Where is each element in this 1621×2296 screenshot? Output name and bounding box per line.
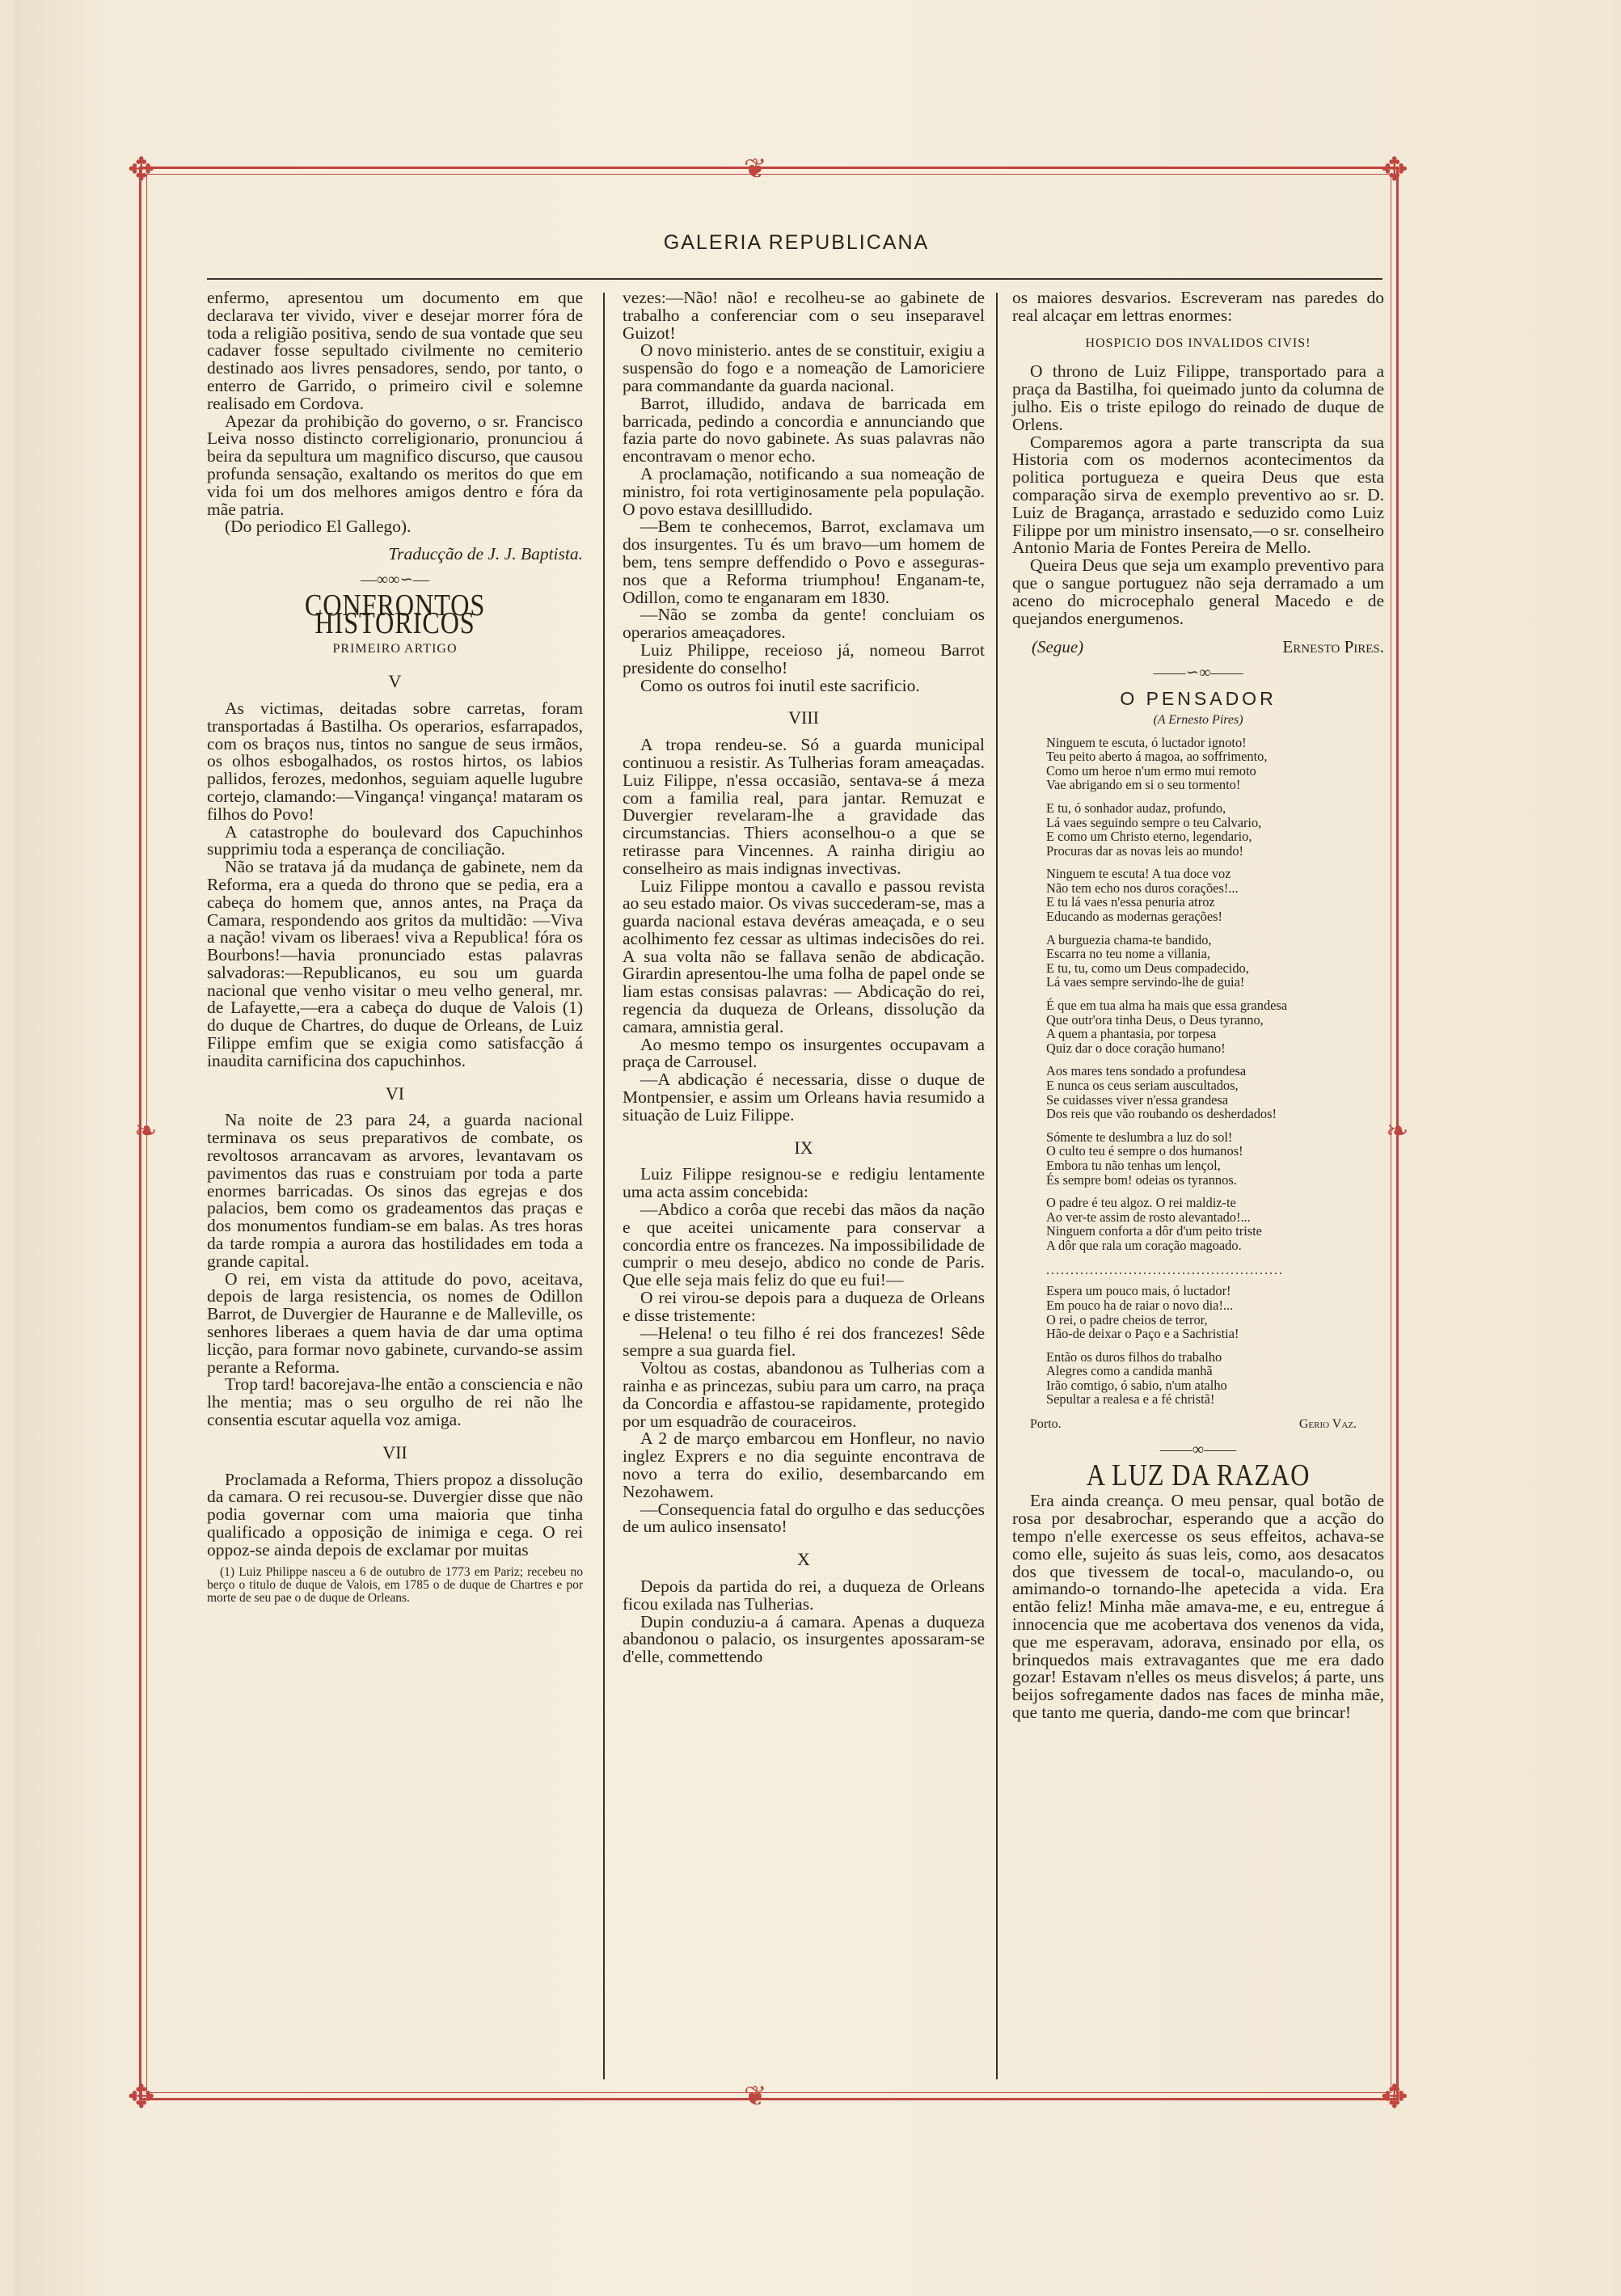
section-number: V bbox=[388, 671, 402, 692]
column-2 bbox=[623, 289, 985, 1666]
paragraph: —Consequencia fatal do orgulho e das seducções de um aulico insensato! bbox=[623, 1499, 985, 1537]
column-1 bbox=[207, 289, 583, 1605]
poem-signature bbox=[1012, 1416, 1384, 1433]
section-number: VII bbox=[382, 1441, 407, 1462]
section-number: IX bbox=[794, 1137, 813, 1158]
poem-line: Embora tu não tenhas um lençol, bbox=[1046, 1157, 1221, 1173]
paragraph: A catastrophe do boulevard dos Capuchinhos supprimiu toda a esperança de conciliação. bbox=[207, 821, 583, 859]
corner-ornament-icon: ✥ bbox=[1381, 2079, 1408, 2115]
paragraph: Proclamada a Reforma, Thiers propoz a dissolução da camara. O rei recusou-se. Duvergier disse que não podia governar com uma maioria que tinha qualificado a opposição de inimiga e cega. O rei oppoz-se ainda depois de exclamar por muitas bbox=[207, 1469, 583, 1560]
poem-line: A quem a phantasia, por torpesa bbox=[1046, 1026, 1217, 1042]
poem-stanza bbox=[1012, 1196, 1384, 1252]
poem-line: O culto teu é sempre o dos humanos! bbox=[1046, 1143, 1243, 1159]
bottom-center-ornament-icon: ❦ bbox=[744, 2082, 767, 2112]
poem-line: Ninguem conforta a dôr d'um peito triste bbox=[1046, 1223, 1262, 1239]
paragraph: Depois da partida do rei, a duqueza de Orleans ficou exilada nas Tulherias. bbox=[623, 1576, 985, 1614]
poem-line: Educando as modernas gerações! bbox=[1046, 909, 1222, 925]
paragraph: Era ainda creança. O meu pensar, qual botão de rosa por desabrochar, esperando que a acção do tempo n'elle exercesse os seus effeitos, achava-se como elle, sujeito ás suas leis, como, aos desacatos dos que tivessem de tocal-o, maculando-o, ou amimando-o tornando-lhe apetecida a vida. Era então feliz! Minha mãe amava-me, e eu, entregue á innocencia que me acobertava dos venenos da vida, que me esperavam, adorava, ensinado por ella, os brinquedos mais extravagantes que me era dado gozar! Estavam n'elles os meus disvelos; á parte, uns beijos sofregamente dados nas faces de minha mãe, que tanto me queria, dando-me com que brincar! bbox=[1012, 1491, 1384, 1723]
poem-body bbox=[1012, 736, 1384, 1253]
poem-line: Teu peito aberto á magoa, ao soffrimento, bbox=[1046, 749, 1268, 765]
poem-line: Em pouco ha de raiar o novo dia!... bbox=[1046, 1297, 1234, 1313]
paragraph: enfermo, apresentou um documento em que declarava ter vivido, viver e desejar morrer fóra de toda a religião positiva, sendo de sua vontade que seu cadaver fosse sepultado civilmente no cemiterio destinado aos livres pensadores, sendo, por tanto, o enterro de Garrido, o primeiro civil e solemne realisado em Cordova. bbox=[207, 288, 583, 413]
article-signature bbox=[1012, 639, 1384, 656]
side-ornament-icon: ❧ bbox=[134, 1116, 158, 1146]
paragraph: os maiores desvarios. Escreveram nas paredes do real alcaçar em lettras enormes: bbox=[1012, 288, 1384, 325]
poem-line: Não tem echo nos duros corações!... bbox=[1046, 880, 1239, 896]
paragraph: Como os outros foi inutil este sacrificio. bbox=[640, 675, 920, 695]
poem-line: A dôr que rala um coração magoado. bbox=[1046, 1237, 1242, 1253]
article-title: CONFRONTOS HISTORICOS bbox=[304, 588, 486, 640]
column-3 bbox=[1012, 289, 1384, 1722]
poem-place: Porto. bbox=[1030, 1417, 1062, 1432]
poem-stanza bbox=[1012, 1064, 1384, 1121]
author-name: Ernesto Pires. bbox=[1282, 637, 1384, 657]
poem-line: Sepultar a realesa e a fé christã! bbox=[1046, 1391, 1215, 1408]
paragraph: A tropa rendeu-se. Só a guarda municipal continuou a resistir. As Tulherias foram ameaçadas. Luiz Filippe, n'essa occasião, sentava-se á meza com a familia real, para jantar. Remuzat e Duvergier revelaram-lhe a gravidade das circumstancias. Thiers aconselhou-o a que se retirasse para Vincennes. A rainha dirigiu ao conselheiro as mais indignas invectivas. bbox=[623, 735, 985, 878]
divider-flourish-icon: ——∞—— bbox=[1159, 1440, 1237, 1458]
poem-line: Espera um pouco mais, ó luctador! bbox=[1046, 1283, 1231, 1299]
paragraph: —Abdico a corôa que recebi das mãos da nação e que aceitei unicamente para conservar a concordia entre os francezes. Na impossibilidade de cumprir o meu desejo, abdico no conde de Paris. Que elle seja mais feliz do que eu fui!— bbox=[623, 1200, 985, 1290]
running-head: GALERIA REPUBLICANA bbox=[663, 231, 930, 254]
paragraph: Ao mesmo tempo os insurgentes occupavam a praça de Carrousel. bbox=[623, 1034, 985, 1072]
poem-line: Ninguem te escuta! A tua doce voz bbox=[1046, 866, 1231, 882]
poem-line: Alegres como a candida manhã bbox=[1046, 1363, 1213, 1379]
poem-line: Dos reis que vão roubando os desherdados! bbox=[1046, 1106, 1277, 1122]
footnote: (1) Luiz Philippe nasceu a 6 de outubro de 1773 em Pariz; recebeu no berço o titulo de duque de Valois, em 1785 o de duque de Chartres e por morte de seu pae o de duque de Orleans. bbox=[207, 1564, 583, 1605]
poem-line: Irão comtigo, ó sabio, n'um atalho bbox=[1046, 1377, 1227, 1393]
paragraph: O throno de Luiz Filippe, transportado para a praça da Bastilha, foi queimado junto da columna de julho. Eis o triste epilogo do reinado de duque de Orlens. bbox=[1012, 361, 1384, 434]
paragraph: —Bem te conhecemos, Barrot, exclamava um dos insurgentes. Tu és um bravo—um homem de bem, tens sempre deffendido o Povo e asseguras-nos que a Reforma triumphou! Enganam-te, Odillon, como te enganaram em 1830. bbox=[623, 517, 985, 607]
poem-line: Que outr'ora tinha Deus, o Deus tyranno, bbox=[1046, 1011, 1264, 1028]
paragraph: —Não se zomba da gente! concluiam os operarios ameaçadores. bbox=[623, 605, 985, 643]
paragraph: Na noite de 23 para 24, a guarda nacional terminava os seus preparativos de combate, os revoltosos arrancavam as arvores, levantavam os pavimentos das ruas e construiam por toda a parte enormes barricadas. Os sinos das egrejas e dos palacios, bem como os gradeamentos das praças e dos monumentos fundiam-se em balas. As tres horas da tarde rompia a aurora das hostilidades em toda a grande capital. bbox=[207, 1110, 583, 1271]
paragraph: —Helena! o teu filho é rei dos francezes! Sêde sempre a sua guarda fiel. bbox=[623, 1323, 985, 1361]
poem-line: E tu lá vaes n'essa penuria atroz bbox=[1046, 894, 1215, 910]
section-number: X bbox=[797, 1549, 810, 1570]
poem-line: E tu, tu, como um Deus compadecido, bbox=[1046, 960, 1249, 976]
section-number: VIII bbox=[788, 707, 819, 728]
translation-credit: Traducção de J. J. Baptista. bbox=[388, 544, 583, 564]
paragraph: O rei virou-se depois para a duqueza de Orleans e disse tristemente: bbox=[623, 1288, 985, 1325]
paragraph: Dupin conduziu-a á camara. Apenas a duqueza abandonou o palacio, os insurgentes apossaram-se d'elle, commettendo bbox=[623, 1611, 985, 1667]
paragraph: Trop tard! bacorejava-lhe então a consciencia e não lhe mentia; mas o seu orgulho de rei não lhe consentia escutar aquella voz amiga. bbox=[207, 1374, 583, 1430]
header-rule bbox=[207, 278, 1382, 280]
inscription-line: HOSPICIO DOS INVALIDOS CIVIS! bbox=[1085, 336, 1311, 350]
paragraph: Comparemos agora a parte transcripta da sua Historia com os modernos acontecimentos da politica portugueza e queira Deus que esta comparação sirva de exemplo preventivo ao sr. D. Luiz de Bragança, arrastado e seduzido como Luiz Filippe por um ministro insensato,—o sr. conselheiro Antonio Maria de Fontes Pereira de Mello. bbox=[1012, 432, 1384, 558]
paragraph: Barrot, illudido, andava de barricada em barricada, pedindo a concordia e annunciando que fazia parte do novo gabinete. As suas palavras não encontravam o menor echo. bbox=[623, 393, 985, 466]
poem-line: Então os duros filhos do trabalho bbox=[1046, 1348, 1222, 1365]
paragraph: Queira Deus que seja um examplo preventivo para que o sangue portuguez não seja derramado a um aceno do microcephalo general Macedo e de quejandos energumenos. bbox=[1012, 555, 1384, 628]
poem-line: Ninguem te escuta, ó luctador ignoto! bbox=[1046, 734, 1247, 750]
poem-stanza bbox=[1012, 867, 1384, 923]
divider-flourish-icon: ——∽∞—— bbox=[1153, 664, 1243, 682]
poem-line: Hão-de deixar o Paço e a Sachristia! bbox=[1046, 1326, 1239, 1342]
paragraph: Luiz Philippe, receioso já, nomeou Barrot presidente do conselho! bbox=[623, 639, 985, 677]
paragraph: vezes:—Não! não! e recolheu-se ao gabinete de trabalho a conferenciar com o seu inseparavel Guizot! bbox=[623, 288, 985, 343]
poem-line: E nunca os ceus seriam auscultados, bbox=[1046, 1078, 1239, 1093]
poem-line: Quiz dar o doce coração humano! bbox=[1046, 1040, 1226, 1056]
section-number: VI bbox=[385, 1083, 405, 1104]
poem-line: Vae abrigando em si o seu tormento! bbox=[1046, 777, 1241, 793]
poem-dedication: (A Ernesto Pires) bbox=[1153, 712, 1243, 727]
continued-note: (Segue) bbox=[1032, 637, 1084, 657]
ellipsis-line: ................................................. bbox=[1046, 1263, 1284, 1277]
poem-line: Como um heroe n'um ermo mui remoto bbox=[1046, 762, 1256, 779]
column-rule bbox=[603, 293, 605, 2079]
poem-stanza bbox=[1012, 1350, 1384, 1407]
corner-ornament-icon: ✥ bbox=[128, 2079, 155, 2115]
poem-stanza bbox=[1012, 933, 1384, 990]
poem-line: Lá vaes seguindo sempre o teu Calvario, bbox=[1046, 814, 1262, 830]
source-note: (Do periodico El Gallego). bbox=[225, 517, 412, 537]
column-rule bbox=[996, 293, 998, 2079]
poem-title: O PENSADOR bbox=[1120, 687, 1277, 709]
paragraph: Luiz Filippe resignou-se e redigiu lentamente uma acta assim concebida: bbox=[623, 1164, 985, 1202]
paragraph: —A abdicação é necessaria, disse o duque de Montpensier, e assim um Orleans havia resumido a situação de Luiz Filippe. bbox=[623, 1070, 985, 1125]
poem-line: E como um Christo eterno, legendario, bbox=[1046, 829, 1252, 845]
poem-author: Gerio Vaz. bbox=[1298, 1417, 1357, 1432]
poem-stanza bbox=[1012, 736, 1384, 792]
poem-line: Aos mares tens sondado a profundesa bbox=[1046, 1063, 1247, 1079]
poem-line: Escarra no teu nome a villania, bbox=[1046, 946, 1210, 962]
poem-line: Ao ver-te assim de rosto alevantado!... bbox=[1046, 1209, 1251, 1225]
poem-line: A burguezia chama-te bandido, bbox=[1046, 931, 1212, 948]
poem-stanza bbox=[1012, 801, 1384, 858]
poem-line: Procuras dar as novas leis ao mundo! bbox=[1046, 842, 1243, 859]
poem-line: E tu, ó sonhador audaz, profundo, bbox=[1046, 800, 1226, 816]
poem-line: Sómente te deslumbra a luz do sol! bbox=[1046, 1129, 1233, 1145]
paragraph: A 2 de março embarcou em Honfleur, no navio inglez Exprers e no dia seguinte encontrava de novo a terra do exilio, desembarcando em Nezohawem. bbox=[623, 1429, 985, 1501]
poem-line: Lá vaes sempre servindo-lhe de guia! bbox=[1046, 974, 1245, 990]
paragraph: Apezar da prohibição do governo, o sr. Francisco Leiva nosso distincto correligionario, pronunciou á beira da sepultura um magnifico discurso, que causou profunda sensação, exaltando os meritos do que em vida foi um dos melhores amigos dentro e fóra da mãe patria. bbox=[207, 411, 583, 519]
article-subtitle: PRIMEIRO ARTIGO bbox=[332, 642, 458, 656]
poem-stanza bbox=[1012, 998, 1384, 1055]
paragraph: Luiz Filippe montou a cavallo e passou revista ao seu estado maior. Os vivas succederam-se, mas a guarda nacional estava devéras ameaçada, e o seu acolhimento fez cessar as ultimas indecisões do rei. A sua volta não se fallava senão de abdicação. Girardin apresentou-lhe uma folha de papel onde se liam estas consisas palavras: — Abdicação do rei, regencia da duqueza de Orleans, dissolução da camara, amnistia geral. bbox=[623, 876, 985, 1036]
paragraph: Não se tratava já da mudança de gabinete, nem da Reforma, era a queda do throno que se pedia, era a cabeça do homem que, annos antes, na Praça da Camara, respondendo aos gritos da multidão: —Viva a nação! vivam os liberaes! viva a Republica! fóra os Bourbons!—havia pronunciado estas palavras salvadoras:—Republicanos, eu sou um guarda nacional que venho visitar o meu velho general, mr. de Lafayette,—era a cabeça do duque de Valois (1) do duque de Chartres, do duque de Orleans, de Luiz Filippe emfim que se exigia como satisfacção á inaudita carnificina dos capuchinhos. bbox=[207, 857, 583, 1070]
paragraph: As victimas, deitadas sobre carretas, foram transportadas á Bastilha. Os operarios, esfarrapados, com os braços nus, tintos no sangue de seus irmãos, os olhos esbogalhados, os rostos hirtos, os labios pallidos, ferozes, medonhos, seguiam aquelle lugubre cortejo, clamando:—Vingança! vingança! mataram os filhos do Povo! bbox=[207, 698, 583, 824]
corner-ornament-icon: ✥ bbox=[128, 151, 155, 188]
divider-flourish-icon: —∞∞∽— bbox=[360, 570, 430, 589]
paragraph: Voltou as costas, abandonou as Tulherias com a rainha e as princezas, subiu para um carro, na praça da Concordia e affastou-se rapidamente, protegido por um esquadrão de couraceiros. bbox=[623, 1358, 985, 1431]
paragraph: O rei, em vista da attitude do povo, aceitava, depois de larga resistencia, os nomes de Odillon Barrot, de Duvergier de Hauranne e de Malleville, os senhores liberaes a quem havia de dar uma optima licção, para formar novo gabinete, curvando-se assim perante a Reforma. bbox=[207, 1268, 583, 1377]
paragraph: O novo ministerio. antes de se constituir, exigiu a suspensão do fogo e a nomeação de Lamoriciere para commandante da guarda nacional. bbox=[623, 340, 985, 395]
poem-line: Se cuidasses viver n'essa grandesa bbox=[1046, 1091, 1229, 1108]
poem-line: É que em tua alma ha mais que essa grandesa bbox=[1046, 998, 1288, 1014]
poem-line: És sempre bom! odeias os tyrannos. bbox=[1046, 1171, 1237, 1188]
poem-stanza bbox=[1012, 1284, 1384, 1340]
poem-line: O padre é teu algoz. O rei maldiz-te bbox=[1046, 1195, 1236, 1211]
poem-line: O rei, o padre cheios de terror, bbox=[1046, 1311, 1208, 1327]
top-center-ornament-icon: ❦ bbox=[744, 154, 767, 184]
poem-body-end bbox=[1012, 1284, 1384, 1407]
article-title: A LUZ DA RAZAO bbox=[1086, 1458, 1311, 1492]
corner-ornament-icon: ✥ bbox=[1381, 151, 1408, 188]
paragraph: A proclamação, notificando a sua nomeação de ministro, foi rota vertiginosamente pela população. O povo estava desillludido. bbox=[623, 463, 985, 519]
poem-stanza bbox=[1012, 1130, 1384, 1187]
side-ornament-icon: ❧ bbox=[1386, 1116, 1409, 1146]
